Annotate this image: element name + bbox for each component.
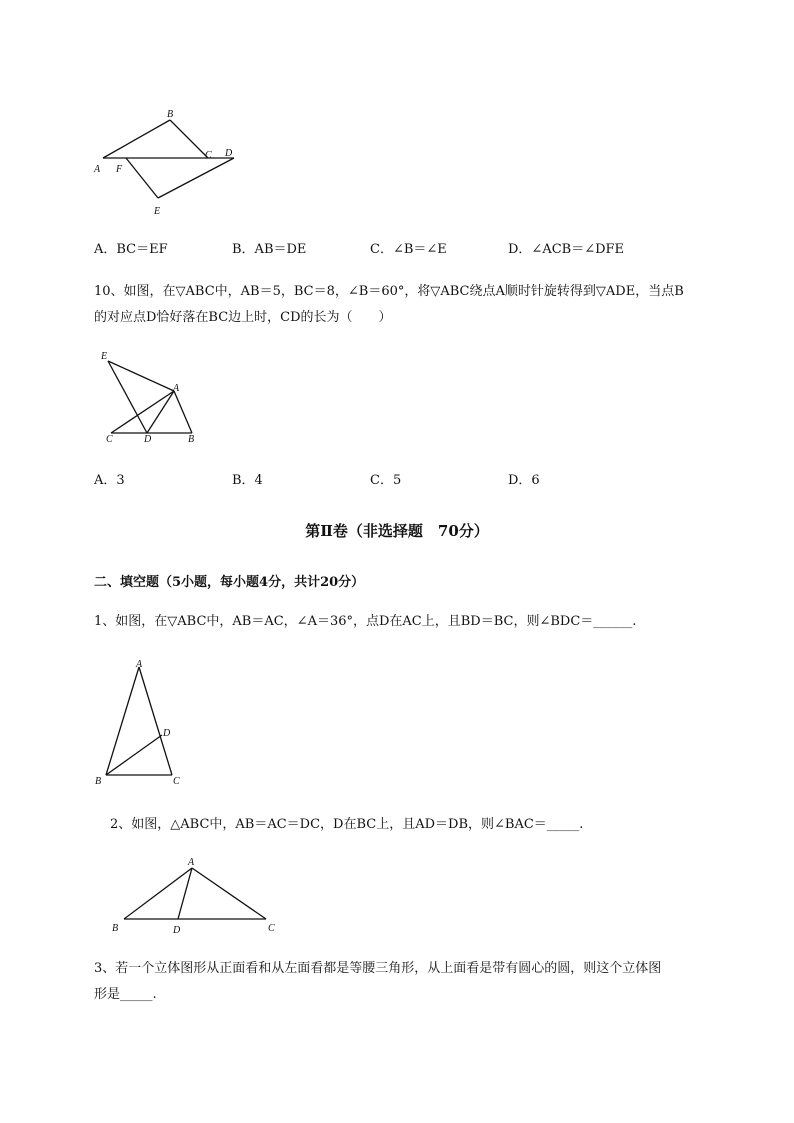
q9-label-d: D [225, 148, 233, 159]
q9-option-d: D．∠ACB＝∠DFE [508, 242, 625, 257]
q10-option-b: B．4 [232, 473, 263, 488]
f2-figure [108, 852, 284, 938]
f1-label-b: B [95, 776, 102, 787]
q9-label-e: E [154, 206, 161, 217]
q10-label-a: A [173, 383, 180, 394]
q9-option-a: A．BC＝EF [94, 242, 168, 257]
q10-label-e: E [101, 351, 108, 362]
f1-figure [92, 655, 192, 790]
part2-title: 第Ⅱ卷（非选择题 70分） [305, 522, 489, 540]
f2-text: 2、如图，△ABC中，AB＝AC＝DC，D在BC上，且AD＝DB，则∠BAC＝_____. [110, 817, 584, 832]
f2-label-a: A [188, 857, 195, 868]
q9-label-b: B [167, 109, 174, 120]
f1-label-c: C [173, 776, 180, 787]
q9-option-c: C．∠B＝∠E [370, 242, 447, 257]
f1-text: 1、如图，在▽ABC中，AB＝AC，∠A＝36°，点D在AC上，且BD＝BC，则∠BDC＝______. [94, 614, 637, 629]
f2-label-b: B [112, 923, 119, 934]
f1-label-d: D [163, 728, 171, 739]
q10-label-c: C [106, 434, 113, 445]
q10-label-d: D [144, 434, 152, 445]
f3-text-line1: 3、若一个立体图形从正面看和从左面看都是等腰三角形，从上面看是带有圆心的圆，则这个立体图 [94, 961, 662, 976]
f2-label-c: C [268, 923, 275, 934]
q10-option-d: D．6 [508, 473, 540, 488]
q9-figure [90, 100, 250, 220]
q10-text-line2: 的对应点D恰好落在BC边上时，CD的长为（ ） [94, 310, 392, 325]
q9-label-c: C [205, 150, 212, 161]
q9-option-b: B．AB＝DE [232, 242, 307, 257]
q10-text-line1: 10、如图，在▽ABC中，AB＝5，BC＝8，∠B＝60°，将▽ABC绕点A顺时针旋转得到▽ADE，当点B [94, 284, 684, 299]
f3-text-line2: 形是_____. [94, 987, 157, 1002]
q10-label-b: B [188, 434, 195, 445]
q10-option-c: C．5 [370, 473, 402, 488]
f1-label-a: A [136, 659, 143, 670]
q10-option-a: A．3 [94, 473, 125, 488]
section-fill-in-heading: 二、填空题（5小题，每小题4分，共计20分） [94, 575, 365, 590]
q9-label-f: F [116, 164, 123, 175]
q10-figure [96, 345, 206, 445]
f2-label-d: D [173, 925, 181, 936]
q9-label-a: A [94, 164, 101, 175]
